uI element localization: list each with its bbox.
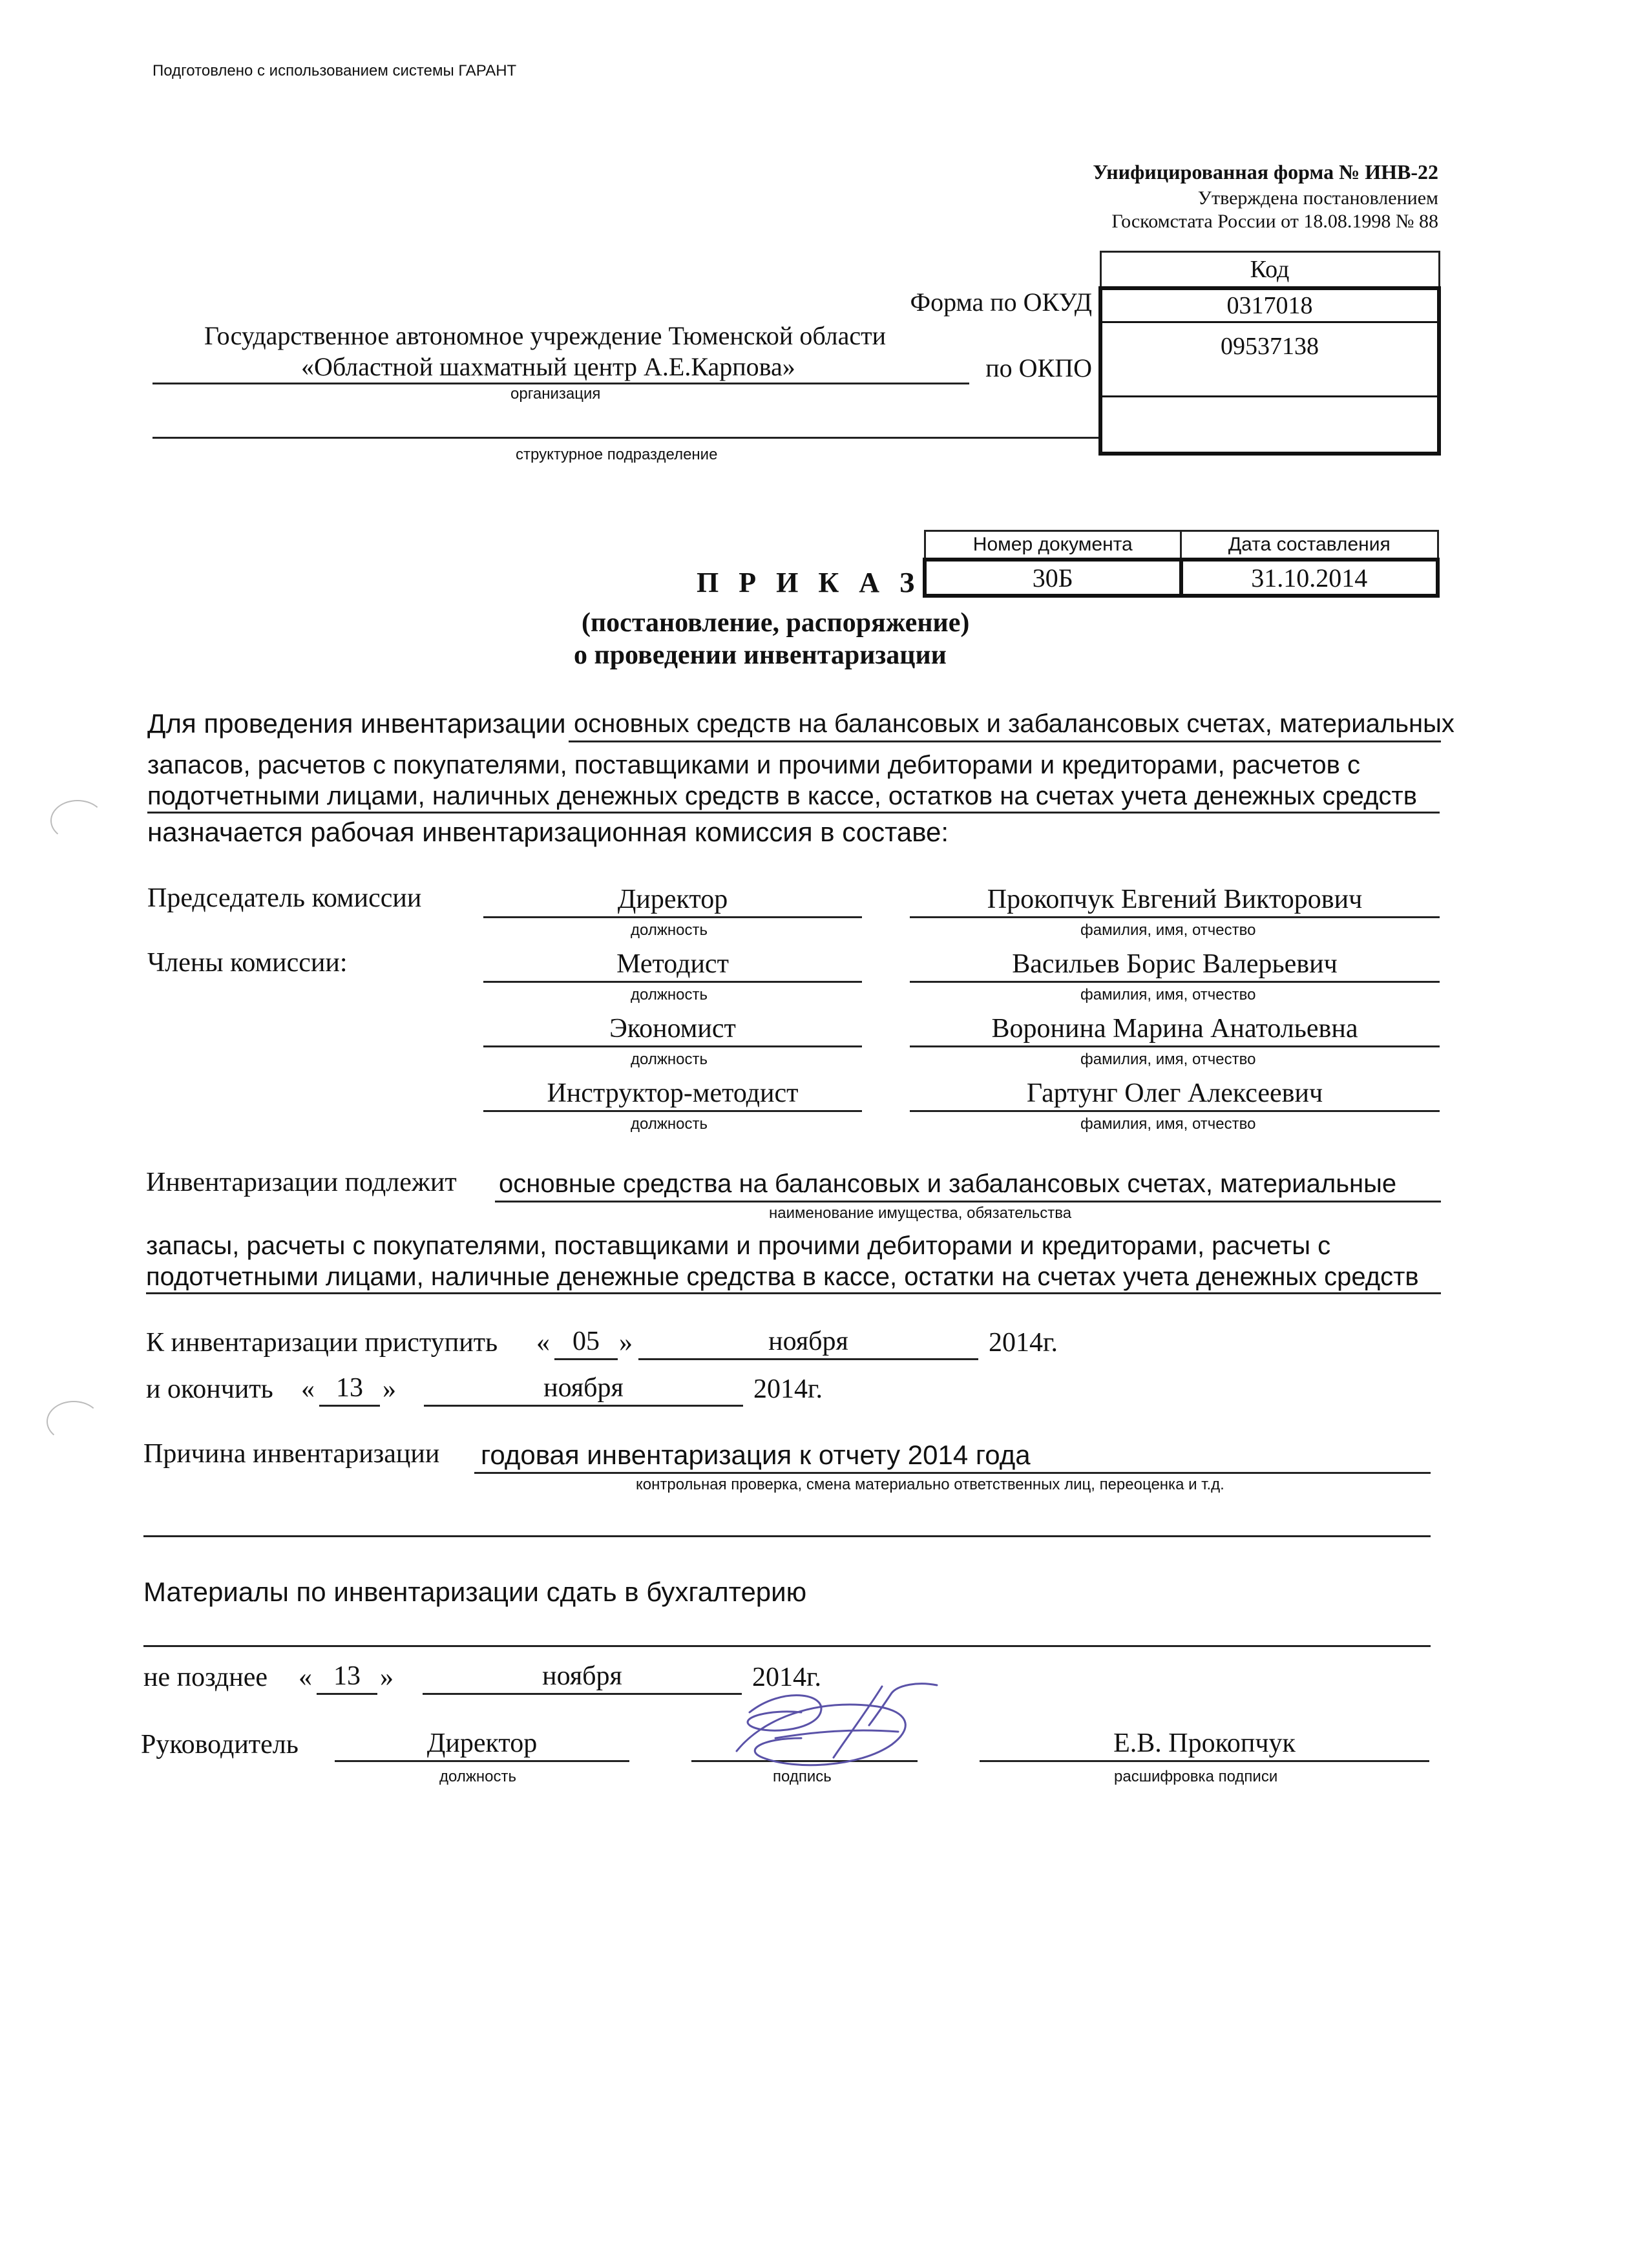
org-line1: Государственное автономное учреждение Тюменской области xyxy=(204,321,887,350)
subject-line2: запасы, расчеты с покупателями, поставщиками и прочими дебиторами и кредиторами, расчеты с xyxy=(146,1232,1331,1260)
okpo-value: 09537138 xyxy=(1100,322,1439,397)
commission-position-3: Инструктор-методист xyxy=(483,1076,862,1112)
reason-extra-line xyxy=(143,1535,1431,1537)
code-header: Код xyxy=(1100,252,1439,289)
subdivision-caption: структурное подразделение xyxy=(516,446,718,463)
deadline-close-quote: » xyxy=(380,1663,394,1692)
purpose-line2: запасов, расчетов с покупателями, поставщиками и прочими дебиторами и кредиторами, расчетов с xyxy=(147,751,1360,779)
start-month: ноября xyxy=(638,1325,978,1360)
doc-number-value: 30Б xyxy=(925,560,1181,596)
deadline-day: 13 xyxy=(317,1659,377,1695)
org-caption: организация xyxy=(510,385,601,403)
purpose-underline-3 xyxy=(147,812,1440,814)
start-year: 2014г. xyxy=(989,1328,1058,1358)
punch-hole-mark xyxy=(50,800,105,841)
purpose-line3: подотчетными лицами, наличных денежных средств в кассе, остатков на счетах учета денежных средств xyxy=(147,782,1417,810)
end-year: 2014г. xyxy=(753,1374,823,1404)
subdivision-underline xyxy=(152,437,1098,439)
name-caption: фамилия, имя, отчество xyxy=(1080,1051,1256,1068)
position-caption: должность xyxy=(631,1115,708,1133)
position-caption: должность xyxy=(631,986,708,1003)
doc-number-label: Номер документа xyxy=(925,531,1181,560)
end-label: и окончить xyxy=(146,1374,273,1404)
purpose-line4: назначается рабочая инвентаризационная комиссия в составе: xyxy=(147,817,949,847)
deadline-open-quote: « xyxy=(299,1663,312,1692)
deadline-month: ноября xyxy=(423,1659,742,1695)
end-close-quote: » xyxy=(383,1374,396,1404)
reason-caption: контрольная проверка, смена материально ответственных лиц, переоценка и т.д. xyxy=(636,1476,1224,1493)
title-sub1: (постановление, распоряжение) xyxy=(582,608,970,638)
deadline-label: не позднее xyxy=(143,1663,268,1692)
prepared-note: Подготовлено с использованием системы ГАРАНТ xyxy=(152,62,517,79)
subject-lead: Инвентаризации подлежит xyxy=(146,1168,457,1197)
materials-text: Материалы по инвентаризации сдать в бухгалтерию xyxy=(143,1577,807,1607)
form-title: Унифицированная форма № ИНВ-22 xyxy=(1093,160,1438,184)
subject-line3: подотчетными лицами, наличные денежные средства в кассе, остатки на счетах учета денежных средств xyxy=(146,1263,1419,1291)
commission-name-2: Воронина Марина Анатольевна xyxy=(910,1012,1440,1047)
purpose-lead: Для проведения инвентаризации xyxy=(147,708,566,739)
handwritten-signature xyxy=(724,1674,956,1783)
commission-position-1: Методист xyxy=(483,947,862,983)
subject-caption: наименование имущества, обязательства xyxy=(769,1204,1072,1222)
reason-underline xyxy=(474,1472,1431,1474)
doc-date-value: 31.10.2014 xyxy=(1181,560,1438,596)
okud-label: Форма по ОКУД xyxy=(910,288,1092,317)
subject-underline-3 xyxy=(146,1292,1441,1294)
commission-name-1: Васильев Борис Валерьевич xyxy=(910,947,1440,983)
commission-position-2: Экономист xyxy=(483,1012,862,1047)
name-caption: фамилия, имя, отчество xyxy=(1080,1115,1256,1133)
commission-position-0: Директор xyxy=(483,883,862,918)
materials-line xyxy=(143,1645,1431,1647)
approved-line1: Утверждена постановлением xyxy=(1197,187,1438,209)
reason-value: годовая инвентаризация к отчету 2014 года xyxy=(481,1440,1031,1470)
start-close-quote: » xyxy=(619,1328,633,1358)
head-name-caption: расшифровка подписи xyxy=(1114,1768,1278,1785)
title-main: П Р И К А З xyxy=(697,567,921,598)
start-day: 05 xyxy=(554,1325,618,1360)
doc-table xyxy=(923,530,1440,598)
subject-line1: основные средства на балансовых и забалансовых счетах, материальные xyxy=(499,1170,1397,1198)
start-open-quote: « xyxy=(536,1328,550,1358)
position-caption: должность xyxy=(631,921,708,939)
subdivision-code xyxy=(1100,397,1439,454)
reason-label: Причина инвентаризации xyxy=(143,1439,440,1469)
members-label: Члены комиссии: xyxy=(147,948,348,978)
head-name: Е.В. Прокопчук xyxy=(980,1727,1429,1762)
approved-line2: Госкомстата России от 18.08.1998 № 88 xyxy=(1111,211,1438,232)
okpo-label: по ОКПО xyxy=(985,353,1092,383)
okud-value: 0317018 xyxy=(1100,288,1439,322)
purpose-line1: основных средств на балансовых и забалансовых счетах, материальных xyxy=(574,709,1455,738)
org-underline xyxy=(152,383,969,384)
end-open-quote: « xyxy=(301,1374,315,1404)
punch-hole-mark xyxy=(47,1401,101,1442)
end-month: ноября xyxy=(424,1371,743,1407)
name-caption: фамилия, имя, отчество xyxy=(1080,986,1256,1003)
title-sub2: о проведении инвентаризации xyxy=(574,640,947,670)
subject-underline-1 xyxy=(495,1201,1441,1202)
name-caption: фамилия, имя, отчество xyxy=(1080,921,1256,939)
codes-table xyxy=(1098,251,1441,456)
head-position-caption: должность xyxy=(439,1768,516,1785)
purpose-underline-1 xyxy=(569,740,1441,742)
commission-name-0: Прокопчук Евгений Викторович xyxy=(910,883,1440,918)
doc-date-label: Дата составления xyxy=(1181,531,1438,560)
end-day: 13 xyxy=(319,1371,380,1407)
position-caption: должность xyxy=(631,1051,708,1068)
deadline-year: 2014г. xyxy=(752,1663,821,1692)
org-line2: «Областной шахматный центр А.Е.Карпова» xyxy=(301,352,795,381)
head-position: Директор xyxy=(335,1727,629,1762)
head-label: Руководитель xyxy=(141,1730,299,1759)
start-label: К инвентаризации приступить xyxy=(146,1328,498,1358)
commission-name-3: Гартунг Олег Алексеевич xyxy=(910,1076,1440,1112)
signature-caption: подпись xyxy=(773,1768,832,1785)
chair-label: Председатель комиссии xyxy=(147,883,422,913)
